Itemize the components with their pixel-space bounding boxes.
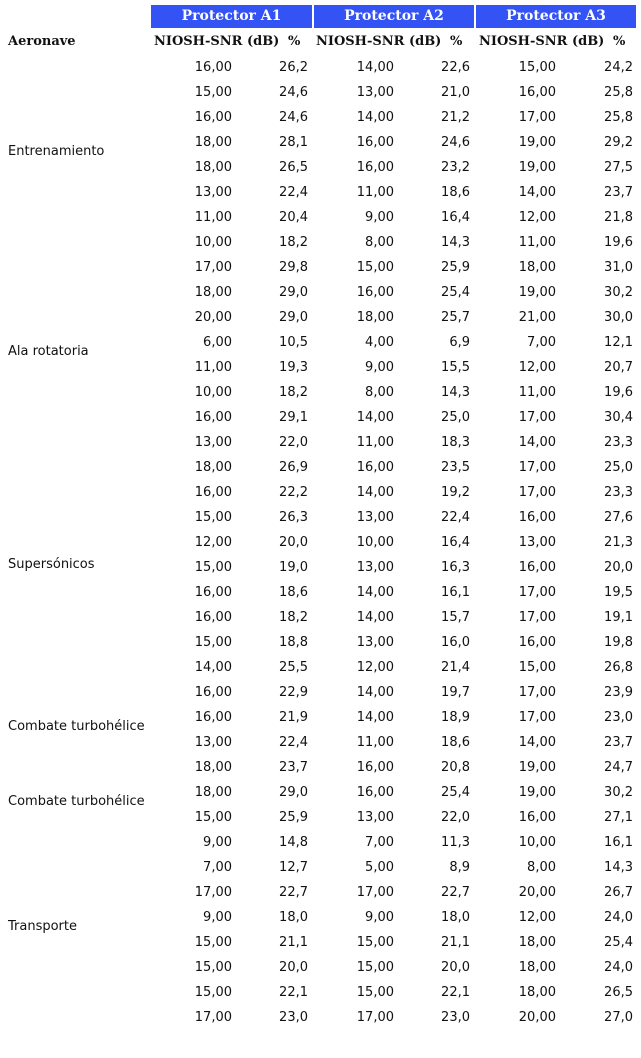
a3-pct-cell: 19,6 [604,235,633,250]
a3-pct-cell: 25,8 [604,110,633,125]
a2-pct-cell: 22,0 [441,810,470,825]
a1-pct-cell: 25,9 [279,810,308,825]
a1-pct-cell: 26,3 [279,510,308,525]
a3-snr-cell: 8,00 [527,860,556,875]
a2-pct-cell: 21,4 [441,660,470,675]
a2-snr-cell: 11,00 [356,185,394,200]
protector-a3-header: Protector A3 [476,5,636,28]
table-row [0,455,641,480]
a2-pct-cell: 18,3 [441,435,470,450]
a2-snr-cell: 8,00 [365,235,394,250]
a3-pct-cell: 23,7 [604,735,633,750]
a1-pct-cell: 18,6 [279,585,308,600]
a2-snr-cell: 15,00 [356,260,394,275]
a3-pct-cell: 20,7 [604,360,633,375]
a1-pct-cell: 19,3 [279,360,308,375]
a3-snr-cell: 14,00 [518,185,556,200]
a1-pct-cell: 18,8 [279,635,308,650]
a3-pct-cell: 16,1 [604,835,633,850]
a1-pct-cell: 18,2 [279,235,308,250]
a3-snr-cell: 19,00 [518,160,556,175]
a2-snr-cell: 9,00 [365,910,394,925]
table-row [0,230,641,255]
a3-pct-cell: 23,3 [604,485,633,500]
a3-pct-cell: 27,6 [604,510,633,525]
a3-pct-cell: 31,0 [604,260,633,275]
a3-pct-cell: 26,8 [604,660,633,675]
protector-header-row [0,5,641,28]
table-row [0,1005,641,1030]
a2-pct-cell: 21,2 [441,110,470,125]
a3-snr-cell: 12,00 [518,210,556,225]
a3-pct-cell: 19,8 [604,635,633,650]
a1-snr-cell: 16,00 [194,585,232,600]
a3-pct-cell: 29,2 [604,135,633,150]
a3-snr-cell: 17,00 [518,485,556,500]
a1-pct-cell: 21,9 [279,710,308,725]
a3-pct-cell: 27,0 [604,1010,633,1025]
a2-pct-cell: 21,0 [441,85,470,100]
a3-pct-cell: 27,1 [604,810,633,825]
table-row [0,480,641,505]
a1-snr-cell: 17,00 [194,1010,232,1025]
a1-snr-cell: 18,00 [194,460,232,475]
table-row [0,55,641,80]
a2-pct-cell: 8,9 [449,860,470,875]
a3-pct-cell: 20,0 [604,560,633,575]
a3-snr-cell: 13,00 [518,535,556,550]
table-row [0,255,641,280]
protector-a1-header: Protector A1 [151,5,312,28]
table-row [0,505,641,530]
a3-pct-cell: 25,0 [604,460,633,475]
a2-pct-column-header: % [450,34,463,49]
a1-snr-cell: 18,00 [194,760,232,775]
a2-pct-cell: 18,0 [441,910,470,925]
table-row [0,755,641,780]
a3-snr-cell: 17,00 [518,610,556,625]
table-row [0,355,641,380]
a2-snr-cell: 16,00 [356,135,394,150]
a3-snr-cell: 15,00 [518,60,556,75]
a3-pct-cell: 30,4 [604,410,633,425]
a2-pct-cell: 25,7 [441,310,470,325]
a1-pct-column-header: % [288,34,301,49]
table-row [0,105,641,130]
a1-snr-cell: 7,00 [203,860,232,875]
a1-pct-cell: 19,0 [279,560,308,575]
a1-pct-cell: 14,8 [279,835,308,850]
a3-snr-cell: 18,00 [518,935,556,950]
a1-pct-cell: 26,9 [279,460,308,475]
a2-pct-cell: 15,5 [441,360,470,375]
a3-pct-cell: 21,8 [604,210,633,225]
a1-pct-cell: 24,6 [279,85,308,100]
a2-pct-cell: 19,2 [441,485,470,500]
table-row [0,280,641,305]
a1-pct-cell: 22,9 [279,685,308,700]
a2-pct-cell: 24,6 [441,135,470,150]
a1-pct-cell: 22,4 [279,735,308,750]
a2-snr-cell: 15,00 [356,985,394,1000]
a3-snr-cell: 12,00 [518,910,556,925]
table-row [0,855,641,880]
table-row [0,905,641,930]
a3-snr-cell: 16,00 [518,560,556,575]
a3-snr-cell: 17,00 [518,110,556,125]
a1-snr-cell: 15,00 [194,985,232,1000]
aircraft-group-label: Combate turbohélice [8,719,145,734]
a2-snr-cell: 7,00 [365,835,394,850]
a1-snr-cell: 14,00 [194,660,232,675]
a3-pct-cell: 19,6 [604,385,633,400]
a1-pct-cell: 22,1 [279,985,308,1000]
a3-snr-cell: 7,00 [527,335,556,350]
a1-snr-cell: 16,00 [194,710,232,725]
a3-snr-cell: 17,00 [518,685,556,700]
a3-pct-cell: 26,7 [604,885,633,900]
a3-pct-cell: 30,2 [604,285,633,300]
a1-snr-cell: 17,00 [194,885,232,900]
a3-snr-cell: 15,00 [518,660,556,675]
a3-snr-cell: 16,00 [518,85,556,100]
a3-snr-cell: 19,00 [518,760,556,775]
a2-snr-column-header: NIOSH-SNR (dB) [316,34,442,49]
a1-snr-cell: 12,00 [194,535,232,550]
a2-pct-cell: 16,4 [441,210,470,225]
table-row [0,530,641,555]
a3-pct-column-header: % [613,34,626,49]
a3-snr-cell: 17,00 [518,410,556,425]
a2-pct-cell: 20,8 [441,760,470,775]
table-row [0,630,641,655]
a1-snr-cell: 16,00 [194,60,232,75]
a3-pct-cell: 23,0 [604,710,633,725]
a3-snr-cell: 20,00 [518,1010,556,1025]
a3-pct-cell: 25,4 [604,935,633,950]
a2-snr-cell: 13,00 [356,635,394,650]
a1-snr-cell: 16,00 [194,410,232,425]
a2-snr-cell: 16,00 [356,285,394,300]
a1-pct-cell: 26,2 [279,60,308,75]
a2-pct-cell: 25,4 [441,785,470,800]
a2-snr-cell: 16,00 [356,785,394,800]
a1-pct-cell: 29,0 [279,285,308,300]
a1-snr-cell: 11,00 [194,360,232,375]
a2-snr-cell: 11,00 [356,735,394,750]
a2-snr-cell: 5,00 [365,860,394,875]
a3-snr-cell: 21,00 [518,310,556,325]
a1-pct-cell: 24,6 [279,110,308,125]
table-row [0,380,641,405]
a1-pct-cell: 20,0 [279,535,308,550]
a1-snr-cell: 16,00 [194,610,232,625]
a2-snr-cell: 13,00 [356,85,394,100]
table-row [0,930,641,955]
a3-snr-cell: 10,00 [518,835,556,850]
a2-pct-cell: 22,6 [441,60,470,75]
a2-snr-cell: 8,00 [365,385,394,400]
table-row [0,180,641,205]
a2-snr-cell: 14,00 [356,110,394,125]
a2-snr-cell: 13,00 [356,510,394,525]
column-header-row [0,30,641,55]
protector-a2-header: Protector A2 [314,5,474,28]
a1-snr-cell: 11,00 [194,210,232,225]
a2-snr-cell: 16,00 [356,160,394,175]
aircraft-group-label: Supersónicos [8,556,95,572]
a2-pct-cell: 18,6 [441,185,470,200]
a1-pct-cell: 29,1 [279,410,308,425]
a2-snr-cell: 15,00 [356,935,394,950]
a2-pct-cell: 23,2 [441,160,470,175]
a2-pct-cell: 6,9 [449,335,470,350]
a1-snr-cell: 15,00 [194,810,232,825]
a3-pct-cell: 30,2 [604,785,633,800]
aircraft-column-header: Aeronave [8,34,76,49]
a1-pct-cell: 18,2 [279,610,308,625]
a1-snr-cell: 9,00 [203,835,232,850]
a1-snr-cell: 18,00 [194,785,232,800]
a2-snr-cell: 9,00 [365,360,394,375]
a3-snr-cell: 17,00 [518,460,556,475]
table-row [0,680,641,705]
a3-pct-cell: 26,5 [604,985,633,1000]
a2-pct-cell: 21,1 [441,935,470,950]
a1-snr-cell: 18,00 [194,160,232,175]
a3-snr-cell: 11,00 [518,235,556,250]
a2-pct-cell: 14,3 [441,235,470,250]
a2-snr-cell: 10,00 [356,535,394,550]
a1-pct-cell: 25,5 [279,660,308,675]
a1-pct-cell: 22,4 [279,185,308,200]
a3-snr-cell: 14,00 [518,435,556,450]
a2-snr-cell: 14,00 [356,710,394,725]
table-row [0,980,641,1005]
a1-snr-cell: 10,00 [194,385,232,400]
a3-snr-cell: 20,00 [518,885,556,900]
a3-snr-cell: 11,00 [518,385,556,400]
a3-snr-cell: 18,00 [518,960,556,975]
a3-snr-cell: 19,00 [518,285,556,300]
a1-pct-cell: 18,2 [279,385,308,400]
a1-snr-cell: 18,00 [194,285,232,300]
aircraft-group-label: Entrenamiento [8,144,105,159]
a1-snr-cell: 16,00 [194,110,232,125]
a1-pct-cell: 10,5 [279,335,308,350]
a2-pct-cell: 23,5 [441,460,470,475]
a1-snr-cell: 16,00 [194,685,232,700]
a2-snr-cell: 14,00 [356,485,394,500]
a3-pct-cell: 25,8 [604,85,633,100]
a1-pct-cell: 29,0 [279,310,308,325]
a1-snr-cell: 10,00 [194,235,232,250]
a3-pct-cell: 14,3 [604,860,633,875]
a1-pct-cell: 22,0 [279,435,308,450]
table-row [0,830,641,855]
aircraft-group-label: Ala rotatoria [8,344,89,359]
a2-snr-cell: 16,00 [356,460,394,475]
a3-snr-cell: 18,00 [518,985,556,1000]
a3-snr-cell: 12,00 [518,360,556,375]
table-row [0,605,641,630]
a1-snr-cell: 16,00 [194,485,232,500]
table-row [0,580,641,605]
table-row [0,555,641,580]
a1-snr-cell: 15,00 [194,635,232,650]
a1-snr-cell: 20,00 [194,310,232,325]
a1-snr-cell: 15,00 [194,935,232,950]
a2-pct-cell: 20,0 [441,960,470,975]
a2-pct-cell: 16,0 [441,635,470,650]
a3-snr-cell: 17,00 [518,710,556,725]
a2-snr-cell: 14,00 [356,610,394,625]
a1-snr-cell: 15,00 [194,510,232,525]
a1-snr-cell: 9,00 [203,910,232,925]
a2-snr-cell: 14,00 [356,685,394,700]
table-row [0,430,641,455]
a1-pct-cell: 12,7 [279,860,308,875]
a3-pct-cell: 19,5 [604,585,633,600]
a1-snr-cell: 15,00 [194,560,232,575]
a2-snr-cell: 9,00 [365,210,394,225]
a3-pct-cell: 19,1 [604,610,633,625]
a3-pct-cell: 27,5 [604,160,633,175]
a2-snr-cell: 18,00 [356,310,394,325]
a1-snr-cell: 15,00 [194,960,232,975]
a1-pct-cell: 22,7 [279,885,308,900]
a2-pct-cell: 14,3 [441,385,470,400]
a2-snr-cell: 4,00 [365,335,394,350]
a1-pct-cell: 29,0 [279,785,308,800]
a3-pct-cell: 23,3 [604,435,633,450]
a1-snr-cell: 13,00 [194,185,232,200]
aircraft-group-label: Combate turbohélice [8,794,145,809]
a2-pct-cell: 16,4 [441,535,470,550]
a1-snr-cell: 13,00 [194,735,232,750]
table-row [0,330,641,355]
table-row [0,655,641,680]
a3-snr-cell: 14,00 [518,735,556,750]
a1-pct-cell: 20,4 [279,210,308,225]
table-row [0,305,641,330]
a3-snr-cell: 16,00 [518,635,556,650]
a3-snr-cell: 19,00 [518,785,556,800]
a2-pct-cell: 22,1 [441,985,470,1000]
table-row [0,205,641,230]
a1-pct-cell: 23,0 [279,1010,308,1025]
a2-pct-cell: 16,3 [441,560,470,575]
a1-pct-cell: 21,1 [279,935,308,950]
a2-snr-cell: 13,00 [356,560,394,575]
a2-pct-cell: 22,4 [441,510,470,525]
a1-pct-cell: 28,1 [279,135,308,150]
a2-snr-cell: 12,00 [356,660,394,675]
a3-snr-cell: 19,00 [518,135,556,150]
a3-snr-cell: 17,00 [518,585,556,600]
a1-pct-cell: 26,5 [279,160,308,175]
aircraft-group-label: Transporte [8,919,77,934]
a3-pct-cell: 21,3 [604,535,633,550]
a2-snr-cell: 17,00 [356,1010,394,1025]
a1-pct-cell: 20,0 [279,960,308,975]
table-row [0,80,641,105]
a3-snr-cell: 18,00 [518,260,556,275]
a3-snr-cell: 16,00 [518,510,556,525]
a1-snr-cell: 6,00 [203,335,232,350]
table-row [0,955,641,980]
a2-pct-cell: 18,9 [441,710,470,725]
a1-snr-column-header: NIOSH-SNR (dB) [154,34,280,49]
a2-pct-cell: 19,7 [441,685,470,700]
a2-snr-cell: 17,00 [356,885,394,900]
a2-pct-cell: 25,4 [441,285,470,300]
a3-snr-cell: 16,00 [518,810,556,825]
a3-pct-cell: 30,0 [604,310,633,325]
a2-snr-cell: 14,00 [356,60,394,75]
table-row [0,405,641,430]
a3-pct-cell: 23,9 [604,685,633,700]
a2-pct-cell: 16,1 [441,585,470,600]
a3-pct-cell: 12,1 [604,335,633,350]
a1-snr-cell: 15,00 [194,85,232,100]
a3-pct-cell: 24,0 [604,960,633,975]
a2-snr-cell: 14,00 [356,410,394,425]
a1-pct-cell: 23,7 [279,760,308,775]
a1-snr-cell: 18,00 [194,135,232,150]
a3-pct-cell: 24,7 [604,760,633,775]
a1-pct-cell: 18,0 [279,910,308,925]
a2-snr-cell: 15,00 [356,960,394,975]
table-row [0,880,641,905]
a1-snr-cell: 17,00 [194,260,232,275]
a3-pct-cell: 24,0 [604,910,633,925]
a2-pct-cell: 22,7 [441,885,470,900]
a2-pct-cell: 25,0 [441,410,470,425]
a2-pct-cell: 11,3 [441,835,470,850]
a2-pct-cell: 23,0 [441,1010,470,1025]
a3-snr-column-header: NIOSH-SNR (dB) [479,34,605,49]
a3-pct-cell: 23,7 [604,185,633,200]
a1-pct-cell: 22,2 [279,485,308,500]
a2-snr-cell: 16,00 [356,760,394,775]
a2-snr-cell: 14,00 [356,585,394,600]
a2-pct-cell: 18,6 [441,735,470,750]
a1-snr-cell: 13,00 [194,435,232,450]
a2-pct-cell: 25,9 [441,260,470,275]
a2-snr-cell: 13,00 [356,810,394,825]
a1-pct-cell: 29,8 [279,260,308,275]
a3-pct-cell: 24,2 [604,60,633,75]
a2-snr-cell: 11,00 [356,435,394,450]
a2-pct-cell: 15,7 [441,610,470,625]
